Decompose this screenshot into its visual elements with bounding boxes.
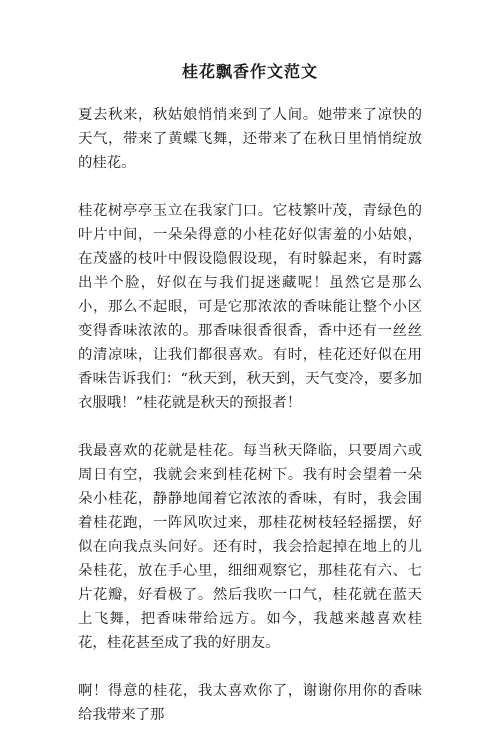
document-body — [78, 103, 422, 751]
paragraph-3: 我最喜欢的花就是桂花。每当秋天降临，只要周六或周日有空，我就会来到桂花树下。我有时会望着一朵朵小桂花，静静地闻着它浓浓的香味，有时，我会围着桂花跑，一阵风吹过来，那桂花树枝轻轻摇摆，好似在向我点头问好。还有时，我会拾起掉在地上的儿朵桂花，放在手心里，细细观察它，那桂花有六、七片花瓣，好看极了。然后我吹一口气，桂花就在蓝天上飞舞，把香味带给远方。如今，我越来越喜欢桂花，桂花甚至成了我的好朋友。 — [78, 443, 422, 651]
document-title: 桂花飘香作文范文 — [181, 62, 318, 81]
paragraph-4: 啊！得意的桂花，我太喜欢你了，谢谢你用你的香味给我带来了那 — [78, 683, 422, 723]
paragraph-2: 桂花树亭亭玉立在我家门口。它枝繁叶茂，青绿色的叶片中间，一朵朵得意的小桂花好似害羞的小姑娘，在茂盛的枝叶中假设隐假设现，有时躲起来，有时露出半个脸，好似在与我们捉迷藏呢！虽然它是那么小，那么不起眼，可是它那浓浓的香味能让整个小区变得香味浓浓的。那香味很香很香，香中还有一丝丝的清凉味，让我们都很喜欢。有时，桂花还好似在用香味告诉我们：“秋天到，秋天到，天气变冷，要多加衣服哦！”桂花就是秋天的预报者！ — [78, 203, 422, 411]
paragraph-1: 夏去秋来，秋姑娘悄悄来到了人间。她带来了凉快的天气，带来了黄蝶飞舞，还带来了在秋日里悄悄绽放的桂花。 — [78, 107, 422, 171]
